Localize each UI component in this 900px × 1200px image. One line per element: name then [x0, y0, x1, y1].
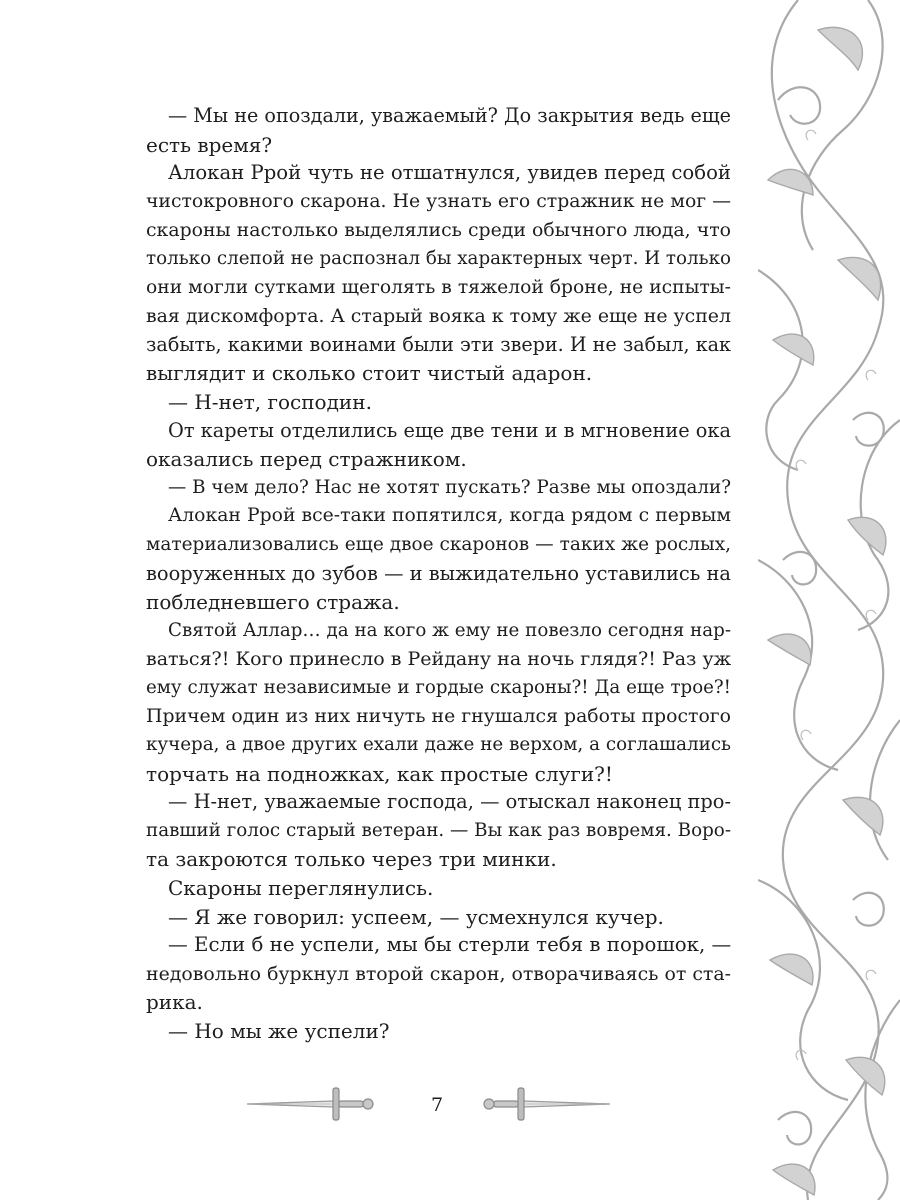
text-line: скароны настолько выделялись среди обычного люда, что	[146, 219, 731, 242]
dagger-left-icon	[245, 1084, 375, 1124]
text-line: Святой Аллар… да на кого ж ему не повезло сегодня нар-	[168, 619, 731, 641]
text-line: побледневшего стража.	[146, 590, 400, 615]
text-line: вая дискомфорта. А старый вояка к тому же еще не успел	[146, 305, 731, 328]
text-line: забыть, какими воинами были эти звери. И не забыл, как	[146, 332, 731, 356]
text-line: есть время?	[146, 132, 273, 157]
text-line: та закроются только через три минки.	[146, 847, 557, 872]
dagger-right-icon	[482, 1084, 612, 1124]
text-line: торчать на подножках, как простые слуги?!	[146, 761, 613, 786]
text-line: рика.	[146, 990, 203, 1015]
text-line: материализовались еще двое скаронов — таких же рослых,	[146, 533, 731, 555]
text-line: ему служат независимые и гордые скароны?! Да еще трое?!	[146, 676, 731, 698]
text-line: чистокровного скарона. Не узнать его стражник не мог —	[146, 190, 731, 212]
text-line: выглядит и сколько стоит чистый адарон.	[146, 361, 593, 386]
margin-ornament	[758, 0, 900, 1200]
text-line: — Н-нет, уважаемые господа, — отыскал наконец про-	[168, 790, 731, 814]
text-line: Алокан Ррой чуть не отшатнулся, увидев перед собой	[168, 161, 731, 185]
text-line: Скароны переглянулись.	[168, 876, 434, 901]
text-line: — Мы не опоздали, уважаемый? До закрытия ведь еще	[168, 104, 731, 127]
page-number: 7	[430, 1094, 444, 1116]
text-line: От кареты отделились еще две тени и в мгновение ока	[168, 418, 731, 442]
text-line: павший голос старый ветеран. — Вы как раз вовремя. Воро-	[146, 819, 731, 841]
text-line: ваться?! Кого принесло в Рейдану на ночь глядя?! Раз уж	[146, 648, 732, 671]
text-line: — Н-нет, господин.	[168, 389, 372, 414]
page-footer	[245, 1078, 629, 1128]
text-line: недовольно буркнул второй скарон, отворачиваясь от ста-	[146, 962, 731, 985]
text-line: Алокан Ррой все-таки попятился, когда рядом с первым	[168, 505, 731, 527]
text-line: — В чем дело? Нас не хотят пускать? Разве мы опоздали?	[168, 476, 731, 498]
text-line: оказались перед стражником.	[146, 447, 467, 472]
text-line: — Но мы же успели?	[168, 1019, 390, 1043]
text-line: Причем один из них ничуть не гнушался работы простого	[146, 705, 732, 728]
text-line: — Я же говорил: успеем, — усмехнулся кучер.	[168, 904, 664, 929]
text-line: только слепой не распознал бы характерных черт. И только	[146, 247, 731, 269]
text-line: кучера, а двое других ехали даже не верхом, а соглашались	[146, 734, 731, 756]
text-line: — Если б не успели, мы бы стерли тебя в порошок, —	[168, 933, 732, 957]
text-line: они могли сутками щеголять в тяжелой броне, не испыты-	[146, 276, 731, 298]
text-line: вооруженных до зубов — и выжидательно уставились на	[146, 561, 731, 585]
page-body-text	[146, 102, 731, 1046]
